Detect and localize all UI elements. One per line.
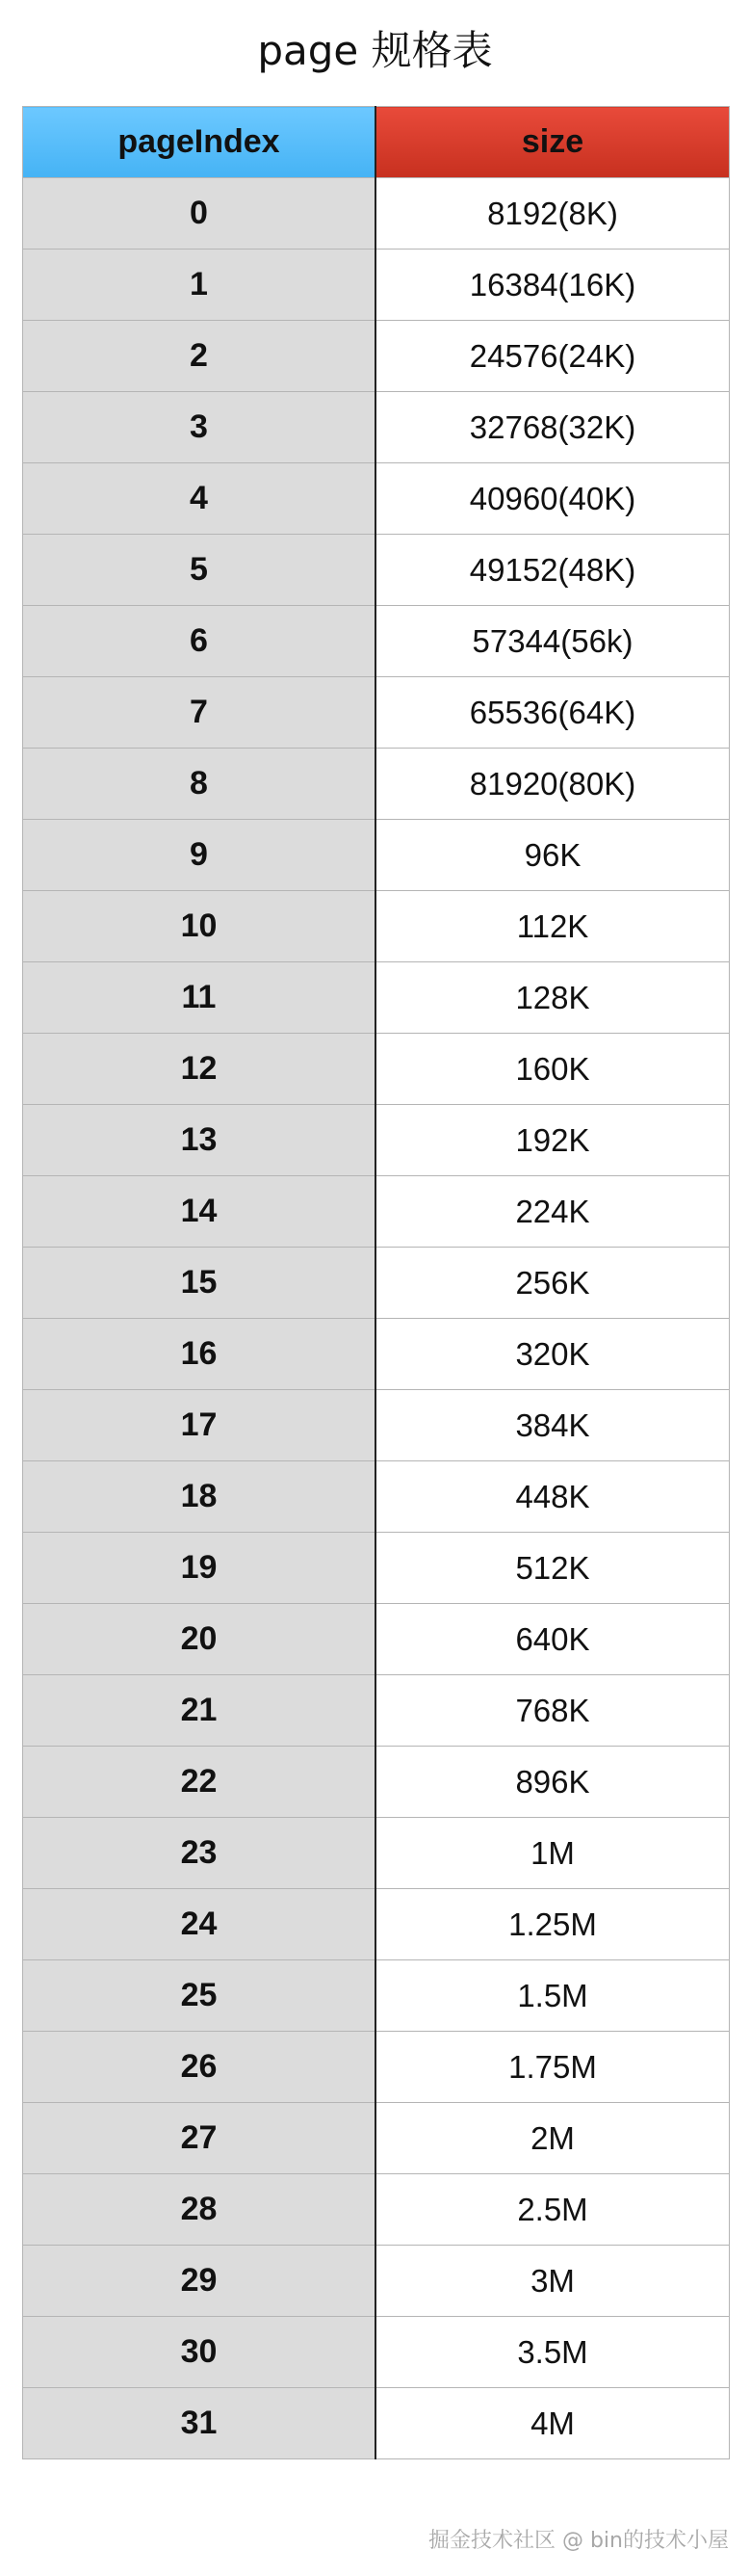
size-cell: 448K: [375, 1461, 730, 1533]
size-cell: 384K: [375, 1390, 730, 1461]
size-cell: 3M: [375, 2246, 730, 2317]
table-row: [23, 677, 730, 749]
page-index-cell: 4: [23, 463, 376, 535]
page-index-cell: 18: [23, 1461, 376, 1533]
table-row: [23, 2246, 730, 2317]
table-row: [23, 606, 730, 677]
size-cell: 160K: [375, 1034, 730, 1105]
table-row: [23, 891, 730, 962]
size-cell: 640K: [375, 1604, 730, 1675]
table-row: [23, 1105, 730, 1176]
size-cell: 40960(40K): [375, 463, 730, 535]
table-header-row: [23, 107, 730, 178]
page-index-cell: 30: [23, 2317, 376, 2388]
size-cell: 3.5M: [375, 2317, 730, 2388]
table-row: [23, 2388, 730, 2459]
size-cell: 16384(16K): [375, 250, 730, 321]
page-index-cell: 5: [23, 535, 376, 606]
page-index-cell: 21: [23, 1675, 376, 1747]
size-cell: 224K: [375, 1176, 730, 1248]
page-index-cell: 15: [23, 1248, 376, 1319]
size-cell: 896K: [375, 1747, 730, 1818]
page-index-cell: 14: [23, 1176, 376, 1248]
page-index-cell: 11: [23, 962, 376, 1034]
page-index-cell: 2: [23, 321, 376, 392]
page-index-cell: 28: [23, 2174, 376, 2246]
table-row: [23, 1176, 730, 1248]
table-row: [23, 1747, 730, 1818]
page-index-cell: 1: [23, 250, 376, 321]
page-title: page 规格表: [257, 27, 493, 74]
page-index-cell: 16: [23, 1319, 376, 1390]
page-index-cell: 27: [23, 2103, 376, 2174]
size-cell: 8192(8K): [375, 178, 730, 250]
page-index-cell: 13: [23, 1105, 376, 1176]
table-row: [23, 1604, 730, 1675]
page-index-cell: 26: [23, 2032, 376, 2103]
size-cell: 2.5M: [375, 2174, 730, 2246]
table-row: [23, 1533, 730, 1604]
size-cell: 96K: [375, 820, 730, 891]
size-cell: 57344(56k): [375, 606, 730, 677]
table-row: [23, 178, 730, 250]
table-row: [23, 463, 730, 535]
table-row: [23, 1390, 730, 1461]
page-index-cell: 12: [23, 1034, 376, 1105]
size-cell: 81920(80K): [375, 749, 730, 820]
page-index-cell: 24: [23, 1889, 376, 1960]
size-cell: 1.5M: [375, 1960, 730, 2032]
table-row: [23, 1960, 730, 2032]
page-index-cell: 19: [23, 1533, 376, 1604]
size-cell: 65536(64K): [375, 677, 730, 749]
page-index-cell: 22: [23, 1747, 376, 1818]
size-cell: 256K: [375, 1248, 730, 1319]
page-index-cell: 7: [23, 677, 376, 749]
table-row: [23, 1818, 730, 1889]
page-index-cell: 0: [23, 178, 376, 250]
size-cell: 4M: [375, 2388, 730, 2459]
table-row: [23, 1034, 730, 1105]
size-cell: 768K: [375, 1675, 730, 1747]
table-row: [23, 1461, 730, 1533]
page-size-table: [22, 106, 730, 2459]
page-index-cell: 20: [23, 1604, 376, 1675]
table-row: [23, 820, 730, 891]
page-index-cell: 31: [23, 2388, 376, 2459]
page-index-cell: 17: [23, 1390, 376, 1461]
table-row: [23, 535, 730, 606]
page-index-cell: 6: [23, 606, 376, 677]
table-body: [23, 178, 730, 2459]
watermark: 掘金技术社区 @ bin的技术小屋: [427, 2529, 729, 2553]
table-row: [23, 1319, 730, 1390]
table-row: [23, 321, 730, 392]
page-index-cell: 29: [23, 2246, 376, 2317]
size-cell: 24576(24K): [375, 321, 730, 392]
size-cell: 1.25M: [375, 1889, 730, 1960]
table-row: [23, 1889, 730, 1960]
size-cell: 1M: [375, 1818, 730, 1889]
table-row: [23, 1248, 730, 1319]
page-index-cell: 23: [23, 1818, 376, 1889]
table-row: [23, 2317, 730, 2388]
size-cell: 32768(32K): [375, 392, 730, 463]
table-row: [23, 1675, 730, 1747]
page-index-cell: 8: [23, 749, 376, 820]
page-index-cell: 3: [23, 392, 376, 463]
size-cell: 49152(48K): [375, 535, 730, 606]
table-row: [23, 2032, 730, 2103]
size-cell: 2M: [375, 2103, 730, 2174]
page-index-cell: 25: [23, 1960, 376, 2032]
table-row: [23, 2174, 730, 2246]
table-row: [23, 962, 730, 1034]
column-header-pageindex: pageIndex: [23, 107, 376, 178]
page-index-cell: 9: [23, 820, 376, 891]
size-cell: 320K: [375, 1319, 730, 1390]
size-cell: 1.75M: [375, 2032, 730, 2103]
table-row: [23, 392, 730, 463]
page-index-cell: 10: [23, 891, 376, 962]
table-row: [23, 749, 730, 820]
size-cell: 128K: [375, 962, 730, 1034]
size-cell: 192K: [375, 1105, 730, 1176]
size-cell: 112K: [375, 891, 730, 962]
column-header-size: size: [375, 107, 730, 178]
table-row: [23, 2103, 730, 2174]
size-cell: 512K: [375, 1533, 730, 1604]
table-row: [23, 250, 730, 321]
